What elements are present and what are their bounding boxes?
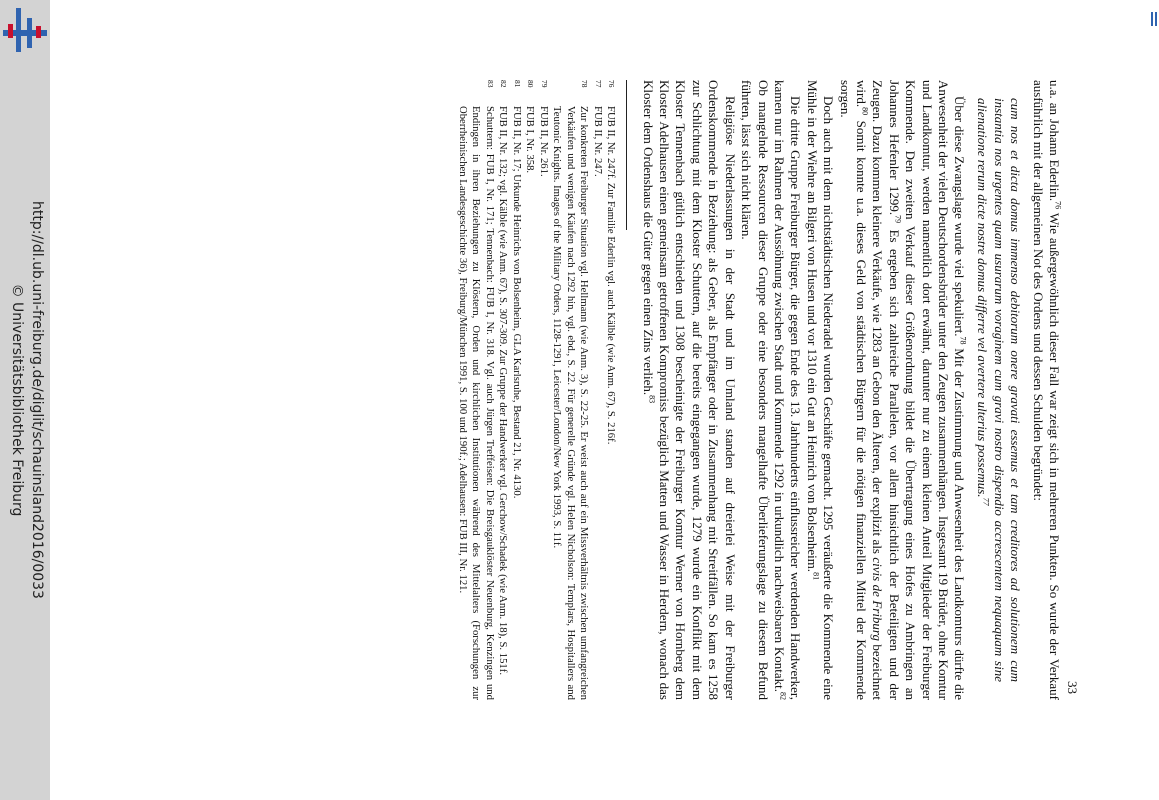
footnote-number: 80 — [526, 80, 536, 88]
footnote — [590, 80, 604, 700]
footnote — [536, 80, 550, 700]
footnote-ref[interactable]: 82 — [778, 692, 788, 700]
source-caption — [0, 0, 50, 800]
footnote-text: Schuttern: FUB I, Nr. 171; Tennenbach: FUB I, Nr. 318. Vgl. auch Jürgen Treffeisen: Die Breisgauklöster Neuenburg, Kenzingen und Endingen in ihren Beziehungen zu Klöstern, Orden und kirchlichen Institutionen während des Mittelalters (Forschungen zur Oberrheinischen Landesgeschichte 36), Freiburg/München 1991, S. 100 und 190f.; Adelhausen: FUB III, Nr. 121. — [456, 106, 496, 700]
footnote-number: 78 — [580, 80, 590, 88]
paragraph — [639, 80, 737, 700]
paragraph-text: Ob mangelnde Ressourcen dieser Gruppe oder eine besonders mangelhafte Überlieferungslage zu diesem Befund führten, lässt sich nicht klären. — [739, 80, 771, 700]
paragraph-text: u.a. an Johann Ederlin. — [1047, 80, 1062, 202]
paragraph — [738, 80, 804, 700]
latin-quote — [973, 98, 1023, 682]
footnote-number: 79 — [539, 80, 549, 88]
paragraph — [803, 80, 836, 700]
source-url[interactable]: http://dl.ub.uni-freiburg.de/diglit/schauinsland2016/0033 — [29, 201, 45, 599]
paragraph-text: Doch auch mit dem nichtstädtischen Niederadel wurden Geschäfte gemacht. 1295 veräußerte die Kommende eine Mühle in der Wiehre an Bilgeri von Husen und vor 1310 ein Gut an Heinrich von Bolsenheim. — [804, 80, 837, 700]
footnote-number: 83 — [485, 80, 495, 88]
footnote-text: FUB I, Nr. 358. — [524, 106, 537, 174]
footnote-text: FUB II, Nr. 132; vgl. Kälble (wie Anm. 67), S. 307-309. Zur Gruppe der Handwerker vgl. Gerchow/Schadek (wie Anm. 18), S. 151f. — [497, 106, 510, 676]
copyright-notice: © Universitätsbibliothek Freiburg — [9, 283, 25, 517]
footnote-ref[interactable]: 78 — [958, 336, 968, 345]
footnote — [496, 80, 510, 700]
footnote-ref[interactable]: 76 — [1053, 201, 1063, 210]
paragraph-text: Wie außergewöhnlich dieser Fall war zeigt sich in mehreren Punkten. So wurde der Verkauf ausführlich mit der allgemeinen Not des Ordens und dessen Schulden begründet: — [1030, 80, 1062, 700]
paragraph-text: Es ergeben sich zahlreiche Parallelen, vor allem hinsichtlich der Beteiligten und der Zeugen. Dazu kommen kleinere Verkäufe, wie 1283 an Gebon den Älteren, der explizit als — [870, 80, 902, 700]
italic-term: civis de Friburg — [870, 557, 886, 642]
paragraph — [836, 80, 967, 700]
paragraph-text: Somit konnte u.a. dieses Geld von städtischen Bürgern für die nötigen finanziellen Mittel der Kommende sorgen. — [837, 80, 869, 700]
footnote-number: 77 — [593, 80, 603, 88]
paragraph-text: bezeichnet wird. — [853, 80, 886, 700]
footnote-ref[interactable]: 83 — [647, 395, 657, 404]
document-page — [102, 80, 1080, 700]
footnote-text: FUB II, Nr. 247. — [591, 106, 604, 177]
footnote-number: 82 — [499, 80, 509, 88]
quote-text: cum nos et dicta domus immenso debitorum onere gravati essemus et tam creditores ad solutionem cum instantia nos urgentes quam usurarum voraginem cum gravi nostro dispendio accrescentem nequaquam sine alienatione rerum dicte nostre domus differre vel avertere ulterius possemus. — [975, 98, 1024, 682]
footnote-ref[interactable]: 80 — [860, 107, 870, 116]
footnote-number: 81 — [512, 80, 522, 88]
footnote-ref[interactable]: 77 — [981, 497, 991, 506]
footnote — [604, 80, 618, 700]
footnote-text: FUB II, Nr. 17; Urkunde Heinrichs von Bolsenheim, GLA Karlsruhe, Bestand 21, Nr. 4130. — [510, 106, 523, 499]
footnote-number: 76 — [607, 80, 617, 88]
paragraph-text: Über diese Zwangslage wurde viel spekuliert. — [952, 96, 968, 337]
footnote — [455, 80, 496, 700]
footnote — [509, 80, 523, 700]
footnote-text: Zur konkreten Freiburger Situation vgl. Hellmann (wie Anm. 3), S. 22-25. Er weist auch auf ein Missverhältnis zwischen umfangreichen Verkäufen und wenigen Käufen nach 1292 hin, vgl. ebd., S. 22. Für generelle Gründe vgl. Helen Nicholson: Templars, Hospitallers and Teutonic Knights. Images of the Military Orders, 1128-1291, Leicester/London/New York 1993, S. 11f. — [551, 106, 591, 700]
page-number: 33 — [1065, 681, 1080, 694]
paragraph — [1029, 80, 1062, 700]
footnote-ref[interactable]: 81 — [811, 572, 821, 581]
footnote-ref[interactable]: 79 — [893, 215, 903, 224]
paragraph-text: Mit der Zustimmung und Anwesenheit des Landkomturs dürfte die Anwesenheit der vielen Deutschordensbrüder unter den Zeugen zusammenhängen. Insgesamt 19 Brüder, ohne Komtur und Landkomtur, werden namentlich dort erwähnt, darunter nur zu einem kleinen Anteil Mitglieder der Freiburger Kommende. Den zweiten Verkauf dieser Größenordnung bildet die Übertragung eines Hofes zu Ambringen an Johannes Hefenler 1299. — [886, 80, 968, 700]
paragraph-text: Die dritte Gruppe Freiburger Bürger, die gegen Ende des 13. Jahrhunderts einflussreicher werdenden Handwerker, kamen nur im Rahmen der Aussöhnung zwischen Stadt und Kommende 1292 in urkundlich nachweisbaren Kontakt. — [771, 80, 804, 700]
footnote — [550, 80, 591, 700]
footnote-divider — [626, 80, 627, 230]
paragraph-text: Religiöse Niederlassungen in der Stadt und im Umland standen auf dreierlei Weise mit der Freiburger Ordenskommende in Beziehung: als Geber, als Empfänger oder in Zusammenhang mit Streitfällen. So kam es 1258 zur Schlichtung mit dem Kloster Schuttern, auf die bereits eingegangen wurde, 1279 wurde ein Konflikt mit dem Kloster Tennenbach gütlich entschieden und 1308 bescheinigte der Freiburger Komtur Werner von Hornberg dem Kloster Adelhausen einen gemeinsam getroffenen Kompromiss bezüglich Matten und Wasser in Herdern, wonach das Kloster dem Ordenshaus die Güter gegen einen Zins verlieh. — [640, 80, 738, 700]
footnote — [523, 80, 537, 700]
footnote-text: FUB II, Nr. 261. — [537, 106, 550, 177]
footnote-text: FUB II, Nr. 247f. Zur Familie Ederlin vgl. auch Kälble (wie Anm. 67), S. 216f. — [605, 106, 618, 445]
